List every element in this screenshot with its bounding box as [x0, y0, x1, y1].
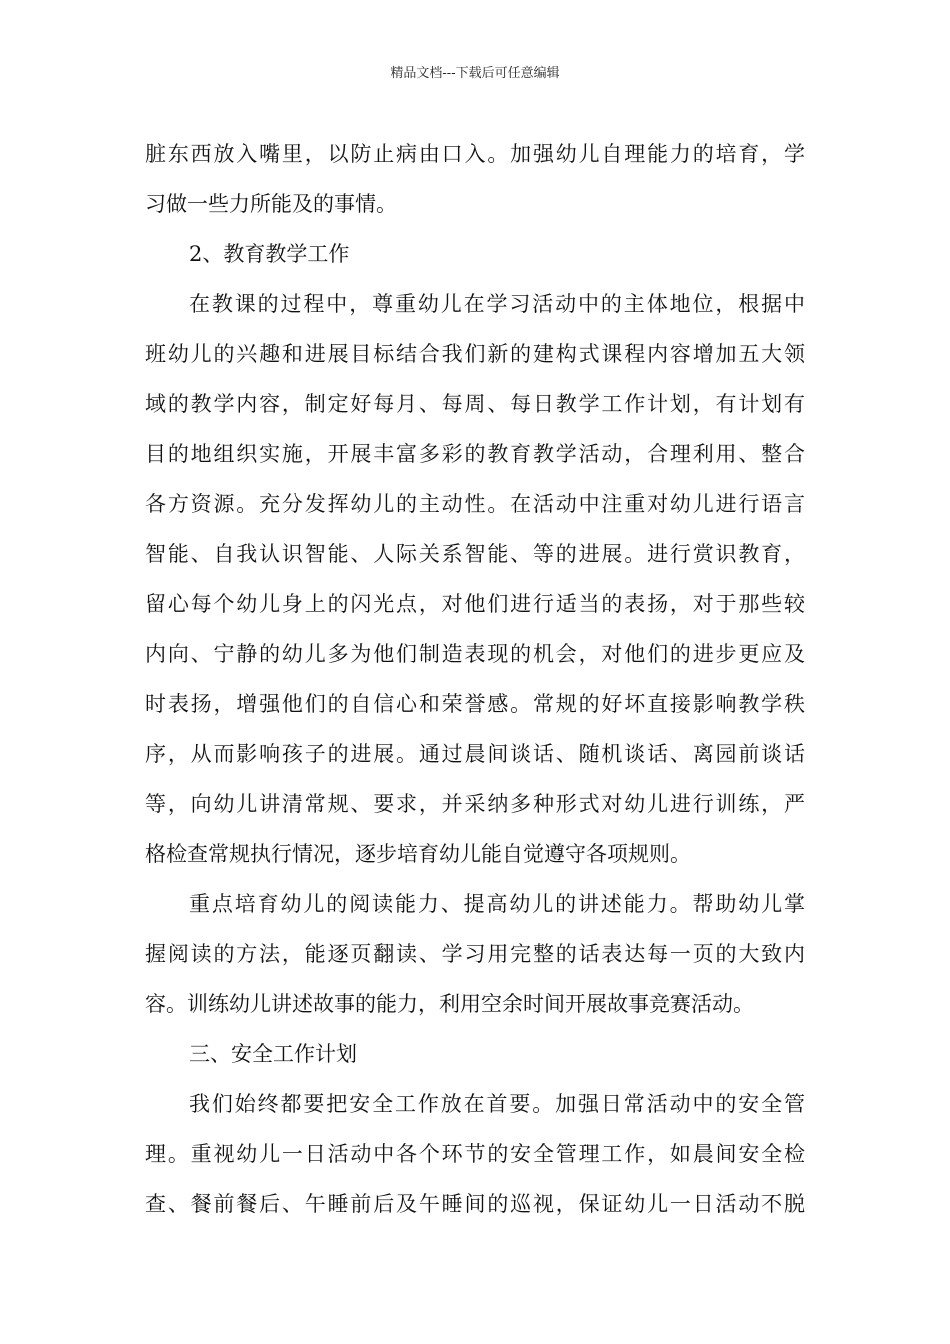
text-line: 域的教学内容，制定好每月、每周、每日教学工作计划，有计划有: [145, 392, 805, 416]
text-line: 查、餐前餐后、午睡前后及午睡间的巡视，保证幼儿一日活动不脱: [145, 1192, 805, 1216]
text-line: 内向、宁静的幼儿多为他们制造表现的机会，对他们的进步更应及: [145, 642, 805, 666]
text-line: 在教课的过程中，尊重幼儿在学习活动中的主体地位，根据中: [189, 292, 805, 316]
section-heading: 2、教育教学工作: [189, 242, 350, 266]
text-line: 时表扬，增强他们的自信心和荣誉感。常规的好坏直接影响教学秩: [145, 692, 805, 716]
text-line: 握阅读的方法，能逐页翻读、学习用完整的话表达每一页的大致内: [145, 942, 805, 966]
text-line: 等，向幼儿讲清常规、要求，并采纳多种形式对幼儿进行训练，严: [145, 792, 805, 816]
text-line: 格检查常规执行情况，逐步培育幼儿能自觉遵守各项规则。: [145, 842, 691, 866]
text-line: 理。重视幼儿一日活动中各个环节的安全管理工作，如晨间安全检: [145, 1142, 805, 1166]
text-line: 脏东西放入嘴里，以防止病由口入。加强幼儿自理能力的培育，学: [145, 142, 805, 166]
page-header: 精品文档---下载后可任意编辑: [390, 66, 560, 81]
text-line: 序，从而影响孩子的进展。通过晨间谈话、随机谈话、离园前谈话: [145, 742, 805, 766]
text-line: 习做一些力所能及的事情。: [145, 192, 397, 216]
text-line: 重点培育幼儿的阅读能力、提高幼儿的讲述能力。帮助幼儿掌: [189, 892, 805, 916]
text-line: 目的地组织实施，开展丰富多彩的教育教学活动，合理利用、整合: [145, 442, 805, 466]
text-line: 留心每个幼儿身上的闪光点，对他们进行适当的表扬，对于那些较: [145, 592, 805, 616]
document-body: [145, 129, 805, 1229]
section-heading: 三、安全工作计划: [189, 1042, 357, 1066]
text-line: 我们始终都要把安全工作放在首要。加强日常活动中的安全管: [189, 1092, 805, 1116]
text-line: 班幼儿的兴趣和进展目标结合我们新的建构式课程内容增加五大领: [145, 342, 805, 366]
text-line: 各方资源。充分发挥幼儿的主动性。在活动中注重对幼儿进行语言: [145, 492, 805, 516]
text-line: 容。训练幼儿讲述故事的能力，利用空余时间开展故事竞赛活动。: [145, 992, 754, 1016]
text-line: 智能、自我认识智能、人际关系智能、等的进展。进行赏识教育，: [145, 542, 805, 566]
